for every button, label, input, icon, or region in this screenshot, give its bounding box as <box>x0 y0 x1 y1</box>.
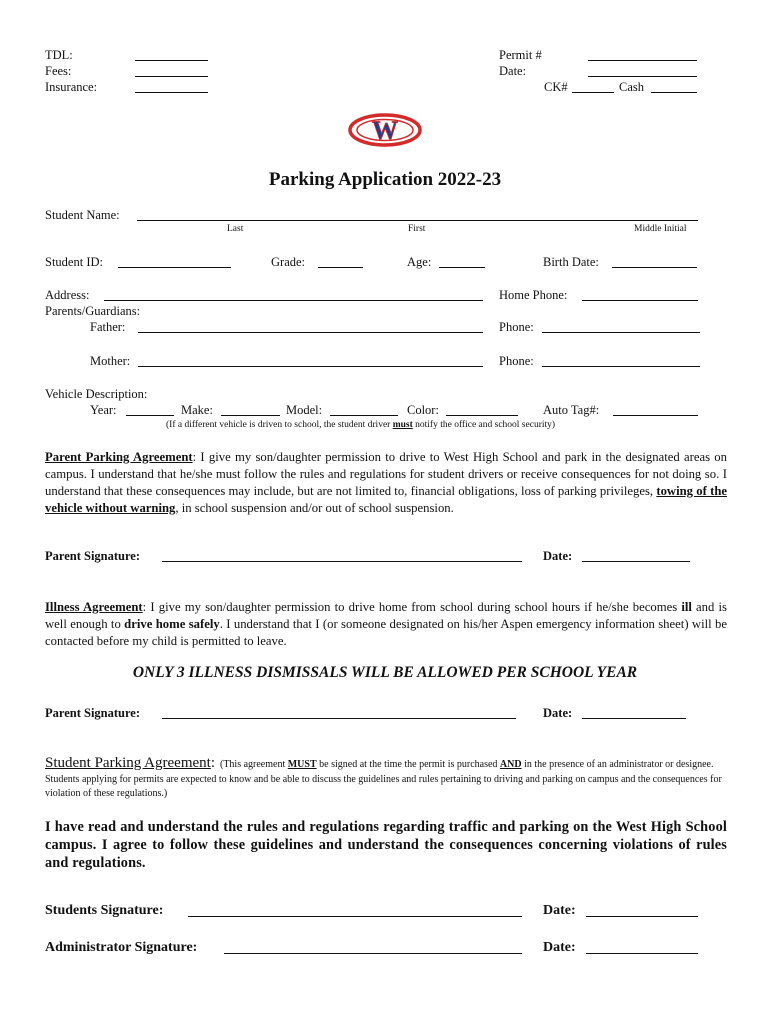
home-phone-label: Home Phone: <box>499 288 568 302</box>
insurance-field[interactable] <box>135 80 208 98</box>
auto-tag-label: Auto Tag#: <box>543 403 600 417</box>
admin-signature-field[interactable] <box>224 941 522 959</box>
address-field[interactable] <box>104 288 483 306</box>
illness-date-field[interactable] <box>582 706 686 724</box>
illness-agreement-text: Illness Agreement: I give my son/daughter permission to drive home from school during school hours if he/she becomes ill and is well enough to drive home safely. I understand that I (or someone designated on his/her Aspen emergency information sheet) will be contacted before my child is permitted to leave. <box>45 600 727 648</box>
vehicle-label: Vehicle Description: <box>45 387 148 401</box>
age-label: Age: <box>407 255 432 269</box>
student-agreement-text: Student Parking Agreement: (This agreement MUST be signed at the time the permit is purchased AND in the presence of an administrator or designee. Students applying for permits are expected to know and be able to discuss the guidelines and rules pertaining to driving and parking on campus and the consequences for violation of these regulations.) <box>45 755 722 799</box>
student-name-label: Student Name: <box>45 208 120 222</box>
school-logo <box>348 112 422 153</box>
admin-date-label: Date: <box>543 940 576 955</box>
father-phone-field[interactable] <box>542 320 700 338</box>
ck-field[interactable] <box>572 80 614 98</box>
student-signature-label: Students Signature: <box>45 903 164 918</box>
student-date-label: Date: <box>543 903 576 918</box>
parent-agreement-heading: Parent Parking Agreement <box>45 450 193 464</box>
vehicle-note: (If a different vehicle is driven to school, the student driver must notify the office and school security) <box>166 420 556 430</box>
home-phone-field[interactable] <box>582 288 698 306</box>
illness-date-label: Date: <box>543 706 573 720</box>
student-id-field[interactable] <box>118 255 231 273</box>
age-field[interactable] <box>439 255 485 273</box>
ck-label: CK# <box>544 80 568 94</box>
page-title: Parking Application 2022-23 <box>268 169 502 190</box>
mother-phone-label: Phone: <box>499 354 534 368</box>
middle-initial-hint: Middle Initial <box>634 224 687 234</box>
parent-date-field[interactable] <box>582 549 690 567</box>
illness-agreement-heading: Illness Agreement <box>45 600 143 614</box>
cash-field[interactable] <box>651 80 697 98</box>
illness-notice: ONLY 3 ILLNESS DISMISSALS WILL BE ALLOWED PER SCHOOL YEAR <box>132 664 638 681</box>
last-name-hint: Last <box>227 224 244 234</box>
father-field[interactable] <box>138 320 483 338</box>
illness-signature-field[interactable] <box>162 706 516 724</box>
mother-label: Mother: <box>90 354 131 368</box>
color-field[interactable] <box>446 403 518 421</box>
birth-date-label: Birth Date: <box>543 255 599 269</box>
model-label: Model: <box>286 403 323 417</box>
parent-signature-field[interactable] <box>162 549 522 567</box>
cash-label: Cash <box>619 80 644 94</box>
address-label: Address: <box>45 288 90 302</box>
parent-signature-label: Parent Signature: <box>45 549 141 563</box>
student-id-label: Student ID: <box>45 255 103 269</box>
student-statement: I have read and understand the rules and regulations regarding traffic and parking on the West High School campus. I agree to follow these guidelines and understand the consequences concerning violations of rules and regulations. <box>45 819 727 871</box>
color-label: Color: <box>407 403 439 417</box>
fees-label: Fees: <box>45 64 72 78</box>
first-name-hint: First <box>408 224 426 234</box>
mother-field[interactable] <box>138 354 483 372</box>
make-field[interactable] <box>221 403 280 421</box>
parent-date-label: Date: <box>543 549 573 563</box>
logo-letter: W <box>372 116 398 145</box>
office-date-label: Date: <box>499 64 527 78</box>
father-phone-label: Phone: <box>499 320 534 334</box>
year-label: Year: <box>90 403 117 417</box>
grade-field[interactable] <box>318 255 363 273</box>
auto-tag-field[interactable] <box>613 403 698 421</box>
admin-date-field[interactable] <box>586 941 698 959</box>
year-field[interactable] <box>126 403 174 421</box>
father-label: Father: <box>90 320 126 334</box>
student-date-field[interactable] <box>586 904 698 922</box>
insurance-label: Insurance: <box>45 80 98 94</box>
parent-agreement-text: Parent Parking Agreement: I give my son/daughter permission to drive to West High School and park in the designated areas on campus. I understand that he/she must follow the rules and regulations for student drivers or receive consequences for not doing so. I understand that these consequences may include, but are not limited to, financial obligations, loss of parking privileges, towing of the vehicle without warning, in school suspension and/or out of school suspension. <box>45 450 728 515</box>
birth-date-field[interactable] <box>612 255 697 273</box>
student-signature-field[interactable] <box>188 904 522 922</box>
model-field[interactable] <box>330 403 398 421</box>
admin-signature-label: Administrator Signature: <box>45 940 198 955</box>
grade-label: Grade: <box>271 255 306 269</box>
student-agreement-heading: Student Parking Agreement <box>45 755 211 771</box>
tdl-label: TDL: <box>45 48 73 62</box>
illness-signature-label: Parent Signature: <box>45 706 141 720</box>
make-label: Make: <box>181 403 213 417</box>
guardians-label: Parents/Guardians: <box>45 304 141 318</box>
mother-phone-field[interactable] <box>542 354 700 372</box>
permit-label: Permit # <box>499 48 542 62</box>
